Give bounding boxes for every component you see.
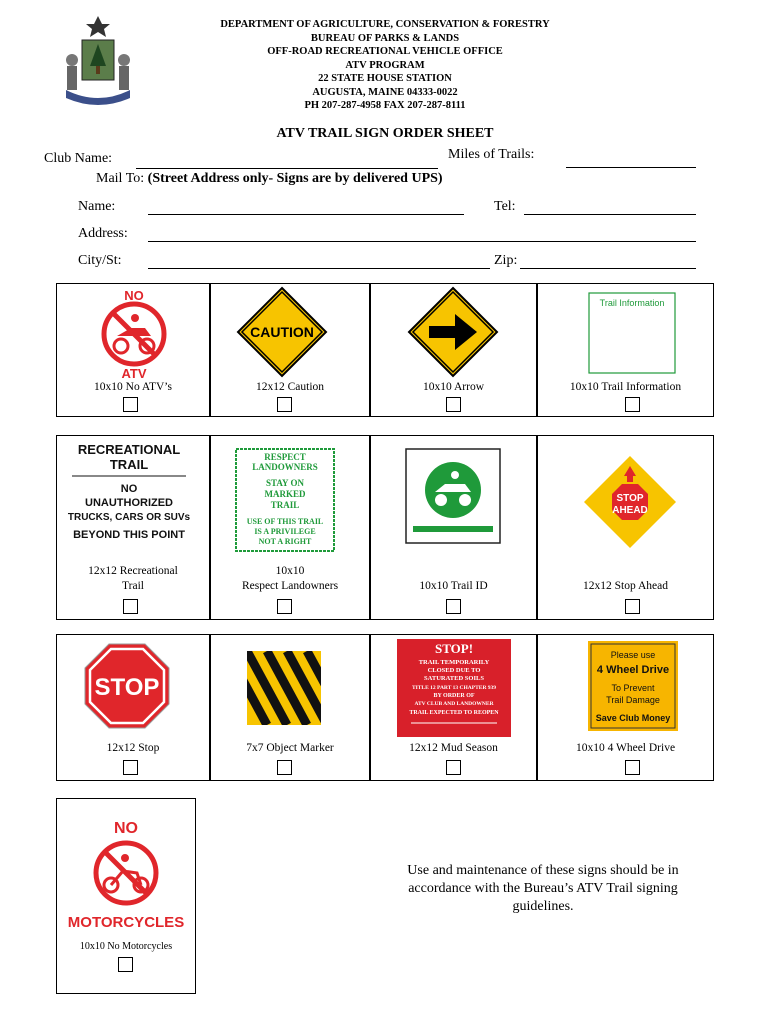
- mail-to-label: [96, 171, 443, 187]
- arrow-sign: [407, 286, 499, 378]
- header-office: OFF-ROAD RECREATIONAL VEHICLE OFFICE: [267, 46, 503, 57]
- sign-cell-recreational: [56, 435, 210, 620]
- resp-t7: IS A PRIVILEGE: [254, 527, 316, 536]
- sign-cell-caution: [210, 283, 370, 417]
- stop-caption: 12x12 Stop: [106, 742, 160, 754]
- recreational-caption-l2: Trail: [122, 580, 144, 592]
- four-wheel-checkbox[interactable]: [625, 760, 640, 775]
- club-name-label: Club Name:: [44, 151, 113, 166]
- four-wheel-drive-sign: [588, 641, 678, 731]
- sign-cell-no-motorcycles: [56, 798, 196, 994]
- arrow-checkbox[interactable]: [446, 397, 461, 412]
- respect-caption-l2: Respect Landowners: [241, 580, 339, 592]
- header-city: AUGUSTA, MAINE 04333-0022: [312, 86, 458, 98]
- resp-t1: RESPECT: [264, 452, 306, 462]
- city-label: City/St:: [78, 253, 122, 268]
- tel-field[interactable]: [524, 214, 696, 215]
- header-station: 22 STATE HOUSE STATION: [318, 73, 452, 84]
- mud-t4: SATURATED SOILS: [424, 675, 484, 682]
- header-program: ATV PROGRAM: [345, 59, 425, 71]
- rec-t5: TRUCKS, CARS OR SUVs: [67, 512, 191, 523]
- no-atv-sign: [81, 286, 187, 380]
- mud-t7: ATV CLUB AND LANDOWNER: [414, 701, 494, 707]
- resp-t3: STAY ON: [266, 478, 304, 488]
- mud-season-caption: 12x12 Mud Season: [409, 742, 498, 754]
- rec-t1: RECREATIONAL: [77, 442, 181, 457]
- header-phone: PH 207-287-4958 FAX 207-287-8111: [304, 100, 466, 111]
- mud-t5: TITLE 12 PART 13 CHAPTER 939: [411, 685, 497, 691]
- rec-t3: NO: [120, 483, 138, 495]
- address-field[interactable]: [148, 241, 696, 242]
- no-atv-text-bottom: ATV: [121, 366, 147, 380]
- object-marker-checkbox[interactable]: [277, 760, 292, 775]
- resp-t6: USE OF THIS TRAIL: [246, 517, 324, 526]
- name-field[interactable]: [148, 214, 464, 215]
- mud-t1: STOP!: [434, 641, 474, 656]
- sign-cell-no-atv: [56, 283, 210, 417]
- arrow-caption: 10x10 Arrow: [422, 381, 484, 393]
- city-field[interactable]: [148, 268, 490, 269]
- sign-cell-mud-season: [370, 634, 537, 781]
- trail-id-caption: 10x10 Trail ID: [419, 580, 488, 592]
- club-name-field[interactable]: [136, 168, 438, 169]
- sign-cell-stop-ahead: [537, 435, 714, 620]
- object-marker-sign: [247, 651, 321, 725]
- sign-cell-trail-info: [537, 283, 714, 417]
- respect-landowners-sign: [235, 448, 335, 552]
- caution-sign: [236, 286, 328, 378]
- mud-t6: BY ORDER OF: [433, 693, 475, 699]
- 4wd-t1: Please use: [610, 650, 656, 660]
- four-wheel-caption: 10x10 4 Wheel Drive: [575, 742, 676, 754]
- no-motorcycles-caption: 10x10 No Motorcycles: [79, 941, 173, 952]
- no-moto-text-bottom: MOTORCYCLES: [67, 914, 185, 931]
- stop-checkbox[interactable]: [123, 760, 138, 775]
- department-header: [220, 18, 550, 113]
- maintenance-note: Use and maintenance of these signs should be in accordance with the Bureau’s ATV Trail signing guidelines.: [407, 863, 679, 914]
- stop-text: STOP: [94, 674, 160, 701]
- resp-t5: TRAIL: [270, 500, 300, 510]
- trail-id-checkbox[interactable]: [446, 599, 461, 614]
- resp-t4: MARKED: [264, 489, 306, 499]
- sign-cell-object-marker: [210, 634, 370, 781]
- rec-t6: BEYOND THIS POINT: [73, 529, 185, 541]
- miles-field[interactable]: [566, 167, 696, 168]
- respect-checkbox[interactable]: [277, 599, 292, 614]
- recreational-caption: [57, 564, 209, 594]
- stop-ahead-t2: AHEAD: [612, 505, 648, 516]
- respect-caption: [211, 564, 369, 594]
- header-bureau: BUREAU OF PARKS & LANDS: [310, 32, 460, 44]
- no-atv-text-top: NO: [124, 288, 144, 303]
- caution-checkbox[interactable]: [277, 397, 292, 412]
- sign-cell-trail-id: [370, 435, 537, 620]
- resp-t8: NOT A RIGHT: [258, 537, 312, 546]
- object-marker-caption: 7x7 Object Marker: [246, 742, 334, 754]
- stop-ahead-t1: STOP: [616, 493, 644, 504]
- sign-cell-four-wheel: [537, 634, 714, 781]
- 4wd-t2: 4 Wheel Drive: [596, 664, 670, 676]
- name-label: Name:: [78, 199, 116, 214]
- rec-t4: UNAUTHORIZED: [85, 497, 173, 509]
- stop-ahead-sign: [582, 454, 678, 550]
- sign-cell-respect: [210, 435, 370, 620]
- 4wd-t4: Trail Damage: [606, 695, 660, 705]
- zip-field[interactable]: [520, 268, 696, 269]
- maine-state-seal: [58, 14, 138, 106]
- tel-label: Tel:: [494, 199, 516, 214]
- mud-t8: TRAIL EXPECTED TO REOPEN: [409, 710, 499, 716]
- mud-t2: TRAIL TEMPORARILY: [418, 659, 490, 666]
- miles-label: Miles of Trails:: [448, 147, 535, 162]
- trail-id-sign: [405, 448, 501, 544]
- rec-t2: TRAIL: [109, 457, 149, 472]
- trail-info-text: Trail Information: [599, 298, 665, 308]
- 4wd-t3: To Prevent: [611, 683, 655, 693]
- respect-caption-l1: 10x10: [275, 565, 305, 577]
- trail-info-checkbox[interactable]: [625, 397, 640, 412]
- zip-label: Zip:: [494, 253, 518, 268]
- stop-ahead-caption: 12x12 Stop Ahead: [583, 580, 668, 592]
- no-motorcycles-checkbox[interactable]: [118, 957, 133, 972]
- mail-to-note: (Street Address only- Signs are by delivered UPS): [147, 171, 443, 186]
- recreational-caption-l1: 12x12 Recreational: [88, 565, 178, 577]
- no-moto-text-top: NO: [114, 820, 138, 837]
- caution-caption: 12x12 Caution: [255, 381, 325, 393]
- address-label: Address:: [78, 226, 128, 241]
- page-title: ATV TRAIL SIGN ORDER SHEET: [276, 126, 494, 141]
- stop-sign: [84, 643, 170, 729]
- mud-season-sign: [397, 639, 511, 737]
- 4wd-t5: Save Club Money: [595, 713, 671, 723]
- recreational-checkbox[interactable]: [123, 599, 138, 614]
- sign-cell-arrow: [370, 283, 537, 417]
- resp-t2: LANDOWNERS: [252, 462, 318, 472]
- trail-info-sign: [588, 292, 676, 374]
- no-atv-caption: 10x10 No ATV’s: [94, 381, 172, 393]
- no-atv-checkbox[interactable]: [123, 397, 138, 412]
- trail-info-caption: 10x10 Trail Information: [569, 381, 682, 393]
- sign-cell-stop: [56, 634, 210, 781]
- mud-season-checkbox[interactable]: [446, 760, 461, 775]
- mud-t3: CLOSED DUE TO: [427, 667, 481, 674]
- header-dept: DEPARTMENT OF AGRICULTURE, CONSERVATION & FORESTRY: [220, 19, 550, 30]
- caution-text: CAUTION: [250, 324, 314, 340]
- mail-to-text: Mail To:: [96, 171, 145, 186]
- stop-ahead-checkbox[interactable]: [625, 599, 640, 614]
- recreational-trail-sign: [64, 438, 194, 560]
- no-motorcycles-sign: [67, 815, 185, 933]
